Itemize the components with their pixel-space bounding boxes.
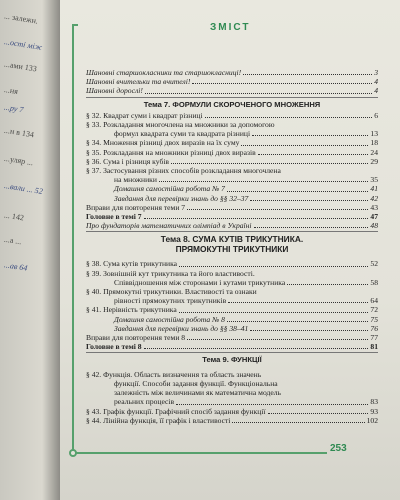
toc-entry-check-7[interactable]: Завдання для перевірки знань до §§ 32–37 42 (114, 193, 378, 203)
left-page-text-fragment: ...вали ... 52 (3, 181, 44, 196)
topic-8-heading: Тема 8. СУМА КУТІВ ТРИКУТНИКА. ПРЯМОКУТНІ ТРИКУТНИКИ (160, 234, 304, 255)
toc-entry-main-7[interactable]: Головне в темі 7 47 (86, 212, 378, 222)
toc-entry-main-8[interactable]: Головне в темі 8 81 (86, 342, 378, 352)
toc-entry-intro-adults[interactable]: Шановні дорослі! 4 (86, 86, 378, 96)
green-bottom-rule (72, 452, 327, 454)
contents-page (60, 0, 400, 500)
green-circle-ornament (69, 449, 77, 457)
page-number: 253 (330, 443, 347, 454)
left-page-text-fragment: ... 142 (3, 210, 25, 223)
toc-entry-38[interactable]: § 38. Сума кутів трикутника 52 (86, 259, 378, 269)
left-page-edge (0, 0, 60, 500)
toc-entry-39[interactable]: § 39. Зовнішній кут трикутника та його властивості. Співвідношення між сторонами і кутами трикутника 58 (86, 268, 378, 287)
left-page-text-fragment: ...а ... (3, 234, 23, 247)
toc-entry-33[interactable]: § 33. Розкладання многочлена на множники за допомогою формул квадрата суми та квадрата різниці 13 (86, 120, 378, 139)
green-frame-decoration (72, 24, 78, 452)
toc-entry-repeat-7[interactable]: Вправи для повторення теми 7 43 (86, 202, 378, 212)
toc-entry-40[interactable]: § 40. Прямокутні трикутники. Властивості та ознаки рівності прямокутних трикутників 64 (86, 287, 378, 306)
toc-entry-36[interactable]: § 36. Сума і різниця кубів 29 (86, 156, 378, 166)
left-page-text-fragment: ...ості між (3, 37, 43, 52)
left-page-text-fragment: ...ав 64 (3, 260, 29, 273)
toc-entry-35[interactable]: § 35. Розкладання на множники різниці двох виразів 24 (86, 147, 378, 157)
toc-entry-intro-teachers[interactable]: Шановні вчительки та вчителі! 4 (86, 77, 378, 87)
topic-7-heading: Тема 7. ФОРМУЛИ СКОРОЧЕНОГО МНОЖЕННЯ (143, 99, 321, 109)
divider (86, 97, 378, 98)
toc-entry-olympiad[interactable]: Про фундаторів математичних олімпіад в Україні 48 (86, 221, 378, 231)
left-page-text-fragment: ...ня (3, 84, 19, 97)
toc-entry-intro-students[interactable]: Шановні старшокласники та старшокласниці! 3 (86, 68, 378, 77)
table-of-contents (86, 68, 378, 425)
toc-entry-37[interactable]: § 37. Застосування різних способів розкладання многочлена на множники 35 (86, 166, 378, 185)
left-page-text-fragment: ...ру 7 (3, 102, 25, 115)
left-page-text-fragment: ...н в 134 (3, 125, 35, 140)
toc-entry-44[interactable]: § 44. Лінійна функція, її графік і властивості 102 (86, 415, 378, 425)
topic-9-heading: Тема 9. ФУНКЦІЇ (202, 355, 262, 365)
left-page-text-fragment: ... залежн. (3, 11, 39, 26)
toc-entry-homework-7[interactable]: Домашня самостійна робота № 7 41 (114, 184, 378, 194)
toc-entry-repeat-8[interactable]: Вправи для повторення теми 8 77 (86, 333, 378, 343)
toc-entry-43[interactable]: § 43. Графік функції. Графічний спосіб задання функції 93 (86, 406, 378, 416)
toc-entry-41[interactable]: § 41. Нерівність трикутника 72 (86, 305, 378, 315)
left-page-text-fragment: ...уляр ... (3, 153, 34, 168)
toc-entry-check-8[interactable]: Завдання для перевірки знань до §§ 38–41 76 (114, 323, 378, 333)
toc-entry-34[interactable]: § 34. Множення різниці двох виразів на їх суму 18 (86, 138, 378, 148)
divider (86, 352, 378, 353)
toc-entry-42[interactable]: § 42. Функція. Область визначення та область значень функції. Способи задання функції. Функціональна залежність між величинами як математична модель реальних процесів 83 (86, 369, 378, 407)
left-page-text-fragment: ...ами 133 (3, 59, 38, 74)
toc-entry-homework-8[interactable]: Домашня самостійна робота № 8 75 (114, 314, 378, 324)
divider (86, 231, 378, 232)
toc-entry-32[interactable]: § 32. Квадрат суми і квадрат різниці 6 (86, 110, 378, 120)
page-title: ЗМІСТ (210, 22, 251, 33)
